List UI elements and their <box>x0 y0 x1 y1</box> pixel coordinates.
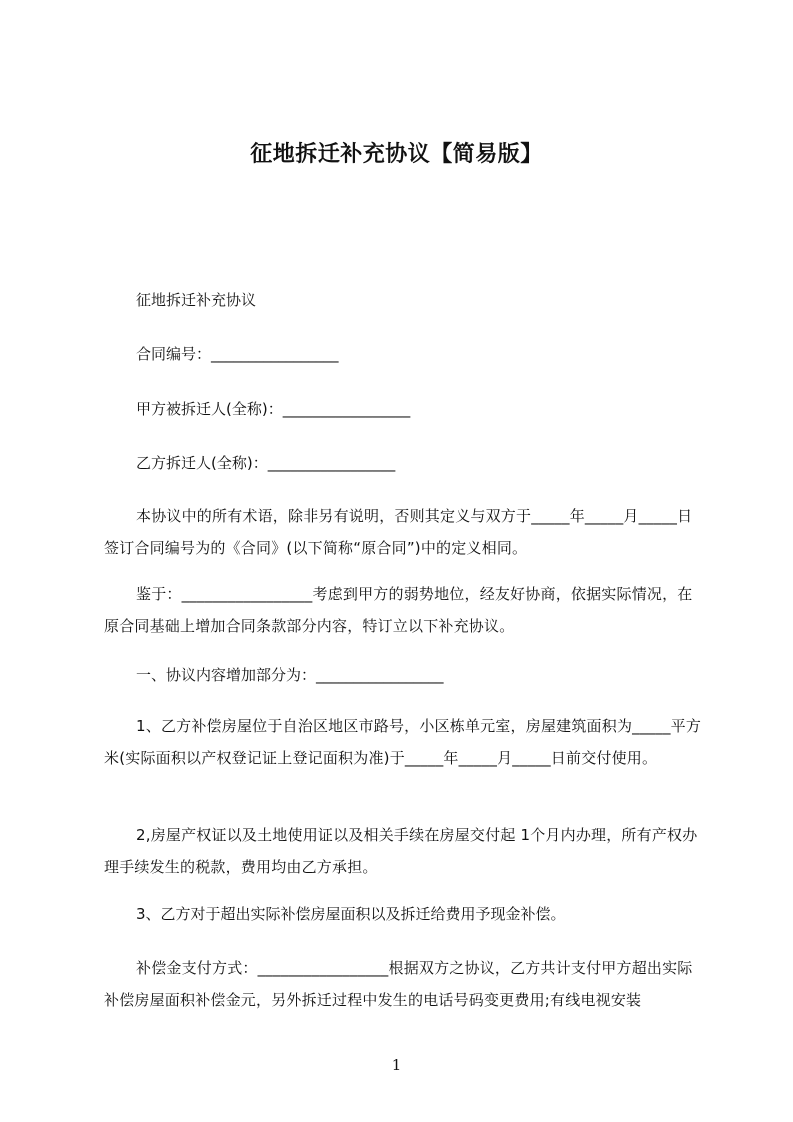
party-a-field: 甲方被拆迁人(全称)：_________________ <box>136 400 411 418</box>
document-title: 征地拆迁补充协议【简易版】 <box>250 142 543 167</box>
page-number: 1 <box>391 1056 402 1074</box>
party-b-field: 乙方拆迁人(全称)：_________________ <box>136 454 396 472</box>
agreement-heading: 征地拆迁补充协议 <box>136 291 257 309</box>
payment-paragraph: 补偿金支付方式：_________________根据双方之协议，乙方共计支付甲方超出实际补偿房屋面积补偿金元，另外拆迁过程中发生的电话号码变更费用;有线电视安装 <box>104 959 693 1009</box>
terms-paragraph: 本协议中的所有术语，除非另有说明，否则其定义与双方于_____年_____月_____日签订合同编号为的《合同》(以下简称“原合同”)中的定义相同。 <box>104 507 693 557</box>
contract-number-field: 合同编号：_________________ <box>136 345 339 363</box>
clause-item-1: 1、乙方补偿房屋位于自治区地区市路号，小区栋单元室，房屋建筑面积为_____平方米(实际面积以产权登记证上登记面积为准)于_____年_____月_____日前交付使用。 <box>104 717 702 767</box>
section-1-heading: 一、协议内容增加部分为：_________________ <box>136 666 444 684</box>
clause-item-3: 3、乙方对于超出实际补偿房屋面积以及拆迁给费用予现金补偿。 <box>136 905 566 923</box>
whereas-paragraph: 鉴于：_________________考虑到甲方的弱势地位，经友好协商，依据实际情况，在原合同基础上增加合同条款部分内容，特订立以下补充协议。 <box>104 585 693 635</box>
clause-item-2: 2,房屋产权证以及土地使用证以及相关手续在房屋交付起 1个月内办理，所有产权办理手续发生的税款，费用均由乙方承担。 <box>104 826 698 876</box>
